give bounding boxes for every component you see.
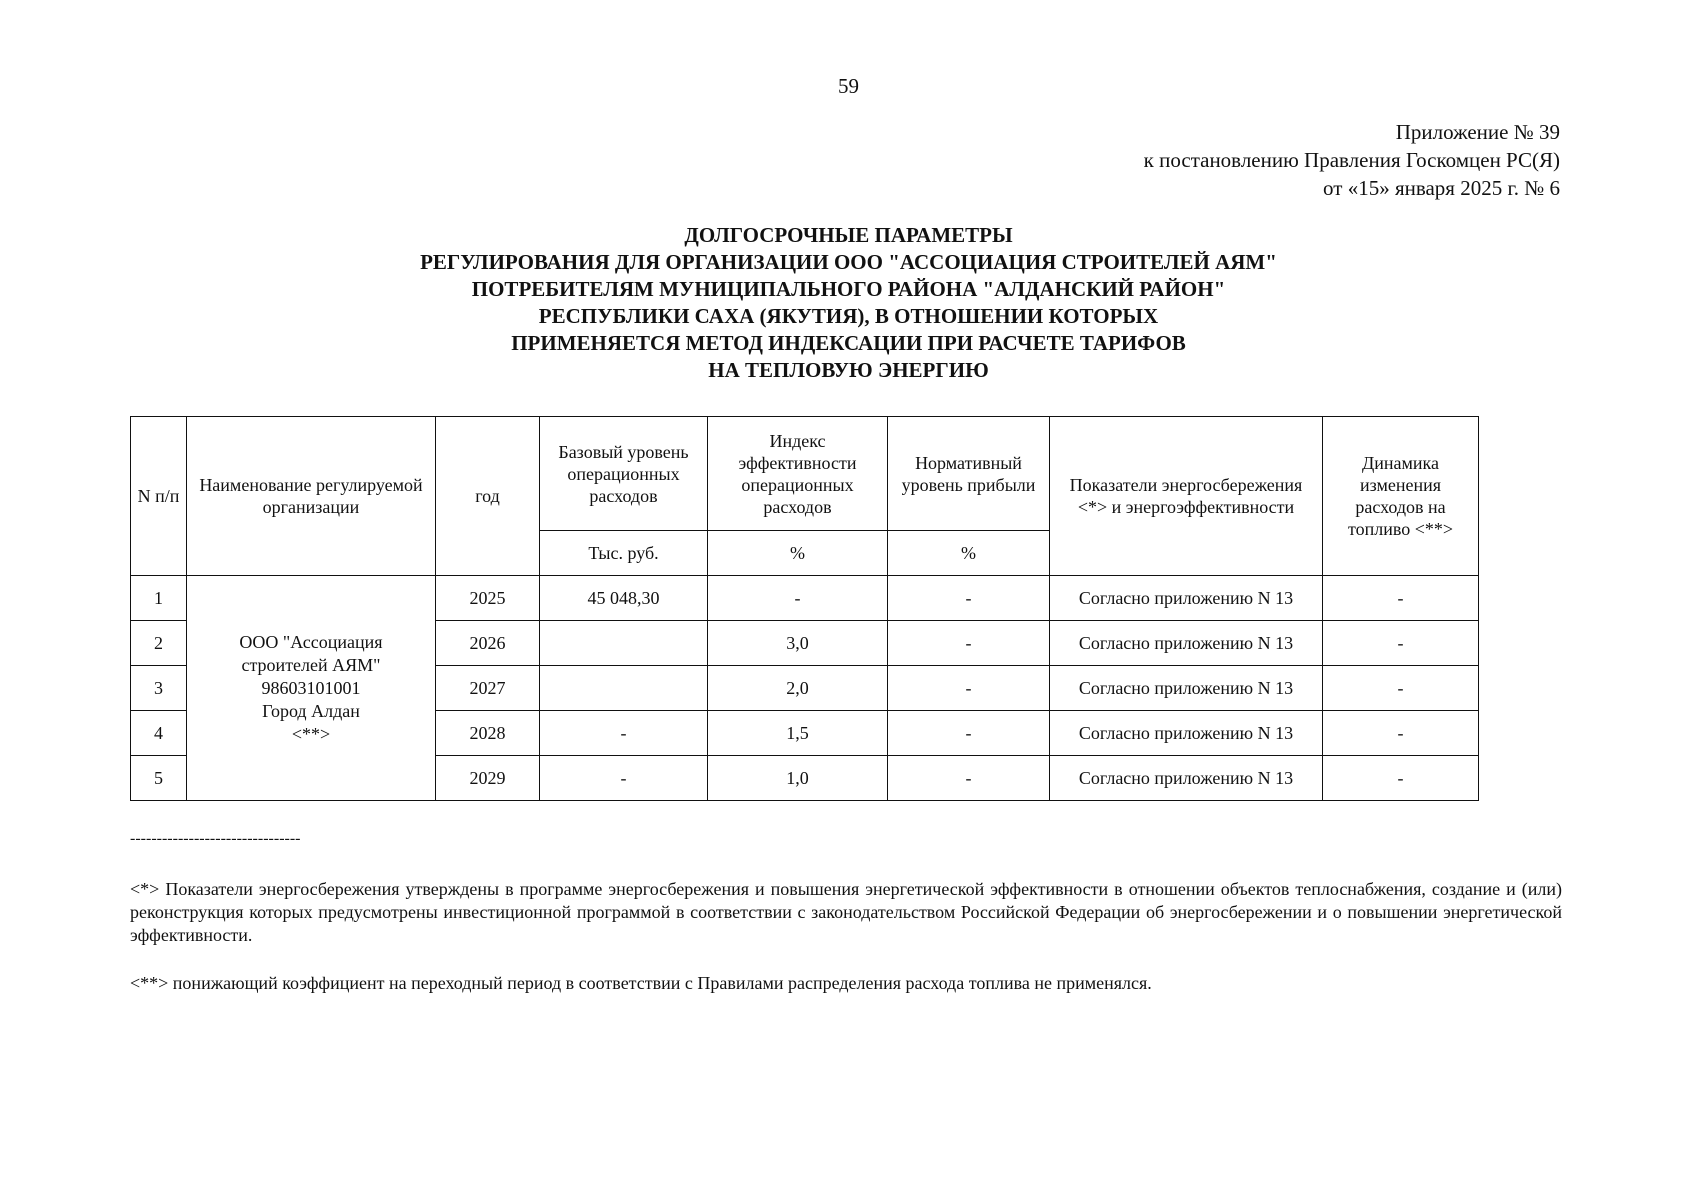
cell-energy: Согласно приложению N 13 [1050, 576, 1323, 621]
cell-profit: - [888, 711, 1050, 756]
cell-num: 1 [131, 576, 187, 621]
unit-base: Тыс. руб. [540, 531, 708, 576]
document-title [0, 222, 1697, 384]
cell-num: 4 [131, 711, 187, 756]
cell-fuel: - [1323, 621, 1479, 666]
header-base-level: Базовый уровень операционных расходов [540, 417, 708, 531]
header-energy-indicators: Показатели энергосбережения <*> и энергоэффективности [1050, 417, 1323, 576]
unit-index: % [708, 531, 888, 576]
footnote-fuel: <**> понижающий коэффициент на переходный период в соответствии с Правилами распределения расхода топлива не применялся. [130, 973, 1152, 993]
header-num: N п/п [131, 417, 187, 576]
cell-profit: - [888, 621, 1050, 666]
parameters-table [130, 416, 1479, 801]
cell-num: 2 [131, 621, 187, 666]
appendix-reference [1144, 118, 1560, 202]
cell-base: - [540, 711, 708, 756]
appendix-date: от «15» января 2025 г. № 6 [1323, 176, 1560, 200]
footnote-separator: -------------------------------- [130, 830, 301, 847]
cell-base [540, 666, 708, 711]
org-line: строителей АЯМ" [241, 654, 381, 675]
cell-index: 3,0 [708, 621, 888, 666]
unit-profit: % [888, 531, 1050, 576]
cell-year: 2025 [436, 576, 540, 621]
cell-index: 2,0 [708, 666, 888, 711]
appendix-resolution: к постановлению Правления Госкомцен РС(Я) [1143, 148, 1560, 172]
title-line: ПРИМЕНЯЕТСЯ МЕТОД ИНДЕКСАЦИИ ПРИ РАСЧЕТЕ ТАРИФОВ [511, 331, 1186, 355]
org-city: Город Алдан [262, 700, 360, 721]
cell-energy: Согласно приложению N 13 [1050, 621, 1323, 666]
cell-profit: - [888, 576, 1050, 621]
cell-base: - [540, 756, 708, 801]
header-year: год [436, 417, 540, 576]
title-line: РЕГУЛИРОВАНИЯ ДЛЯ ОРГАНИЗАЦИИ ООО "АССОЦИАЦИЯ СТРОИТЕЛЕЙ АЯМ" [420, 250, 1277, 274]
table-row [131, 576, 1479, 621]
cell-year: 2029 [436, 756, 540, 801]
org-code: 98603101001 [261, 677, 361, 698]
cell-fuel: - [1323, 666, 1479, 711]
cell-energy: Согласно приложению N 13 [1050, 711, 1323, 756]
cell-organization [187, 576, 436, 801]
cell-year: 2028 [436, 711, 540, 756]
cell-year: 2027 [436, 666, 540, 711]
cell-profit: - [888, 756, 1050, 801]
cell-fuel: - [1323, 756, 1479, 801]
header-profit-level: Нормативный уровень прибыли [888, 417, 1050, 531]
cell-energy: Согласно приложению N 13 [1050, 756, 1323, 801]
cell-fuel: - [1323, 711, 1479, 756]
org-footnote-ref: <**> [291, 723, 331, 744]
cell-base [540, 621, 708, 666]
cell-num: 5 [131, 756, 187, 801]
cell-base: 45 048,30 [540, 576, 708, 621]
org-line: ООО "Ассоциация [239, 631, 383, 652]
footnote-energy: <*> Показатели энергосбережения утверждены в программе энергосбережения и повышения энергетической эффективности в отношении объектов теплоснабжения, создание и (или) реконструкция которых предусмотрены инвестиционной программой в соответствии с законодательством Российской Федерации об энергосбережении и о повышении энергетической эффективности. [130, 879, 1562, 945]
table-header-row [131, 417, 1479, 531]
title-line: НА ТЕПЛОВУЮ ЭНЕРГИЮ [708, 358, 989, 382]
cell-profit: - [888, 666, 1050, 711]
header-efficiency-index: Индекс эффективности операционных расходов [708, 417, 888, 531]
title-line: ДОЛГОСРОЧНЫЕ ПАРАМЕТРЫ [684, 223, 1013, 247]
page-number: 59 [838, 74, 859, 98]
cell-index: 1,5 [708, 711, 888, 756]
cell-index: 1,0 [708, 756, 888, 801]
title-line: РЕСПУБЛИКИ САХА (ЯКУТИЯ), В ОТНОШЕНИИ КОТОРЫХ [538, 304, 1159, 328]
cell-fuel: - [1323, 576, 1479, 621]
title-line: ПОТРЕБИТЕЛЯМ МУНИЦИПАЛЬНОГО РАЙОНА "АЛДАНСКИЙ РАЙОН" [471, 277, 1226, 301]
header-organization: Наименование регулируемой организации [187, 417, 436, 576]
cell-energy: Согласно приложению N 13 [1050, 666, 1323, 711]
appendix-number: Приложение № 39 [1395, 120, 1560, 144]
cell-index: - [708, 576, 888, 621]
header-fuel-dynamics: Динамика изменения расходов на топливо <**> [1323, 417, 1479, 576]
cell-year: 2026 [436, 621, 540, 666]
cell-num: 3 [131, 666, 187, 711]
